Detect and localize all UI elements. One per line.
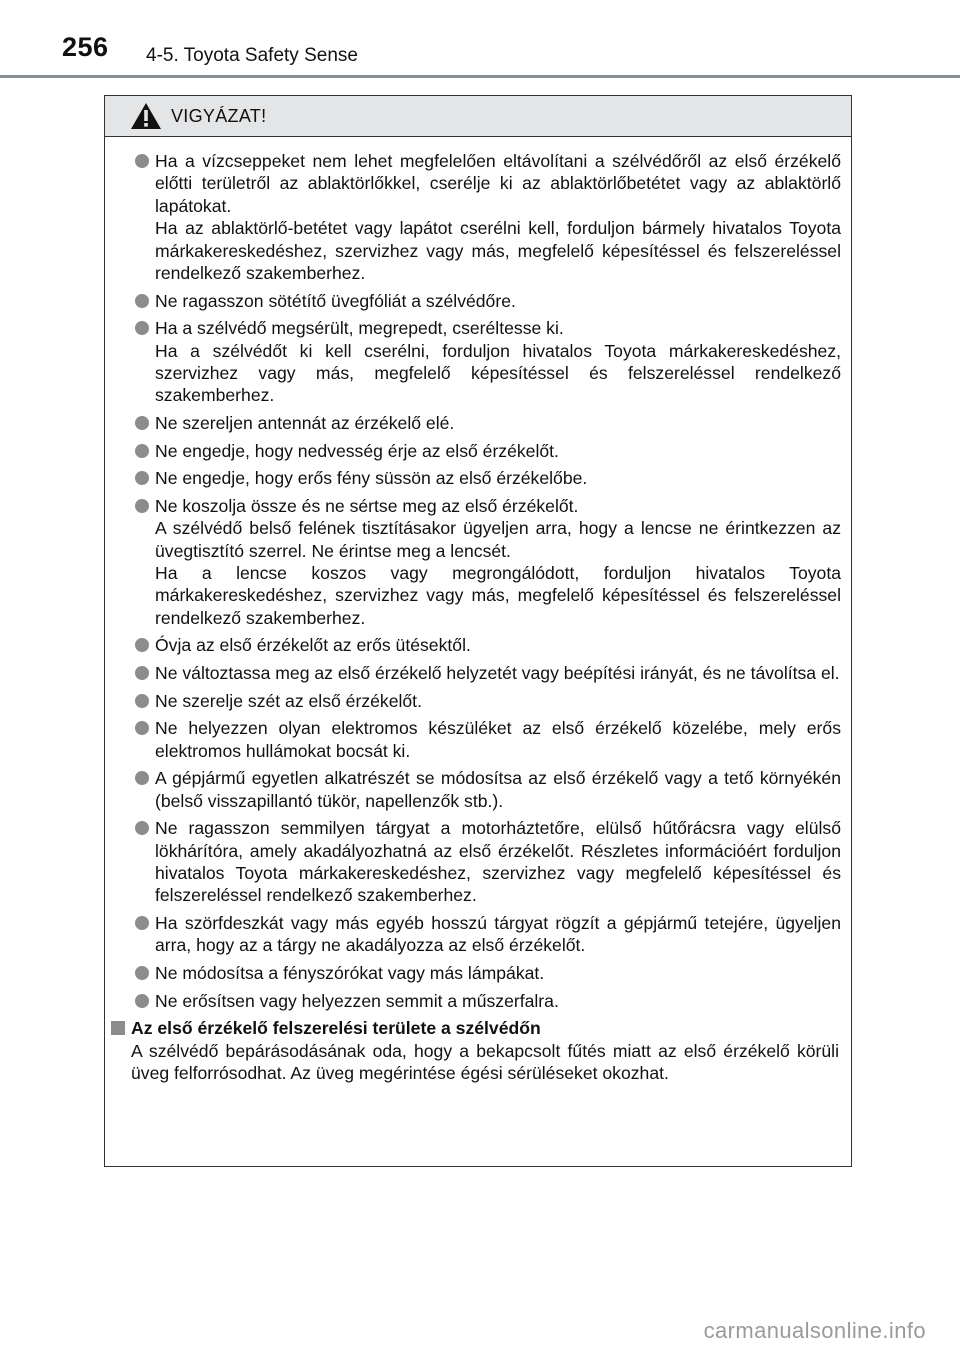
subsection-text: A szélvédő bepárásodásának oda, hogy a bekapcsolt fűtés miatt az első érzékelő körüli üveg felforrósodhat. Az üveg megérintése égési sérüléseket okozhat. (131, 1040, 839, 1084)
warning-item (105, 412, 841, 434)
warning-item (105, 962, 841, 984)
warning-item (105, 817, 841, 907)
bullet-icon (135, 154, 149, 168)
warning-item-text: Ne ragasszon sötétítő üvegfóliát a szélvédőre. (155, 290, 516, 311)
warning-item-text: Ne erősítsen vagy helyezzen semmit a műszerfalra. (155, 990, 559, 1011)
warning-item-text: Ne változtassa meg az első érzékelő helyzetét vagy beépítési irányát, és ne távolítsa el. (155, 663, 840, 684)
warning-item-text: Ha a szélvédő megsérült, megrepedt, cseréltesse ki. (155, 318, 564, 339)
bullet-icon (135, 966, 149, 980)
bullet-icon (135, 444, 149, 458)
warning-item-text: Ne ragasszon semmilyen tárgyat a motorháztetőre, elülső hűtőrácsra vagy elülső lökhárítóra, amely akadályozhatná az első érzékelőt. Részletes információért forduljon hivatalos Toyota márkakereskedéshez, szervizhez vagy megfelelő képesítéssel és felszereléssel rendelkező szakemberhez. (155, 818, 841, 906)
bullet-icon (135, 666, 149, 680)
square-bullet-icon (111, 1021, 125, 1035)
warning-item-text: A szélvédő belső felének tisztításakor ügyeljen arra, hogy a lencse ne érintkezzen az üvegtisztító szerrel. Ne érintse meg a lencsét. (155, 518, 841, 561)
warning-item-text: Ha szörfdeszkát vagy más egyéb hosszú tárgyat rögzít a gépjármű tetejére, ügyeljen arra, hogy az a tárgy ne akadályozza az első érzékelőt. (155, 913, 841, 956)
warning-item (105, 912, 841, 957)
bullet-icon (135, 994, 149, 1008)
watermark: carmanualsonline.info (703, 1318, 926, 1343)
subsection-title: Az első érzékelő felszerelési területe a szélvédőn (131, 1018, 541, 1039)
warning-item-text: Ne engedje, hogy nedvesség érje az első érzékelőt. (155, 440, 559, 461)
warning-item (105, 150, 841, 284)
warning-item-text: Ha a szélvédőt ki kell cserélni, forduljon hivatalos Toyota márkakereskedéshez, szervizhez vagy más, megfelelő képesítéssel és felszereléssel rendelkező szakemberhez. (155, 340, 841, 406)
warning-body (105, 137, 851, 1084)
bullet-icon (135, 471, 149, 485)
warning-item-text: Ne engedje, hogy erős fény süssön az első érzékelőbe. (155, 468, 588, 489)
bullet-icon (135, 821, 149, 835)
warning-item (105, 767, 841, 812)
bullet-icon (135, 499, 149, 513)
warning-label: VIGYÁZAT! (171, 106, 267, 126)
warning-item-text: Ne szerelje szét az első érzékelőt. (155, 690, 422, 711)
bullet-icon (135, 638, 149, 652)
warning-item-text: A gépjármű egyetlen alkatrészét se módosítsa az első érzékelő vagy a tető környékén (belső visszapillantó tükör, napellenzők stb.). (155, 768, 841, 811)
bullet-icon (135, 416, 149, 430)
warning-item (105, 990, 841, 1012)
warning-item (105, 634, 841, 656)
warning-item-text: Ha a vízcseppeket nem lehet megfelelően eltávolítani a szélvédőről az első érzékelő előtti területről az ablaktörlőkkel, cserélje ki az ablaktörlőbetétet vagy az ablaktörlő lapátokat. (155, 151, 841, 216)
page-number: 256 (62, 32, 109, 62)
page-header (0, 0, 960, 80)
warning-item-text: Ha a lencse koszos vagy megrongálódott, forduljon hivatalos Toyota márkakereskedéshez, szervizhez vagy más, megfelelő képesítéssel és felszereléssel rendelkező szakemberhez. (155, 563, 841, 628)
warning-item-text: Ha az ablaktörlő-betétet vagy lapátot cserélni kell, forduljon bármely hivatalos Toyota márkakereskedéshez, szervizhez vagy más, megfelelő képesítéssel és felszereléssel rendelkező szakemberhez. (155, 218, 841, 284)
warning-item-text: Óvja az első érzékelőt az erős ütésektől. (155, 635, 471, 656)
subsection (105, 1017, 841, 1084)
warning-header (105, 96, 851, 137)
warning-item-text: Ne szereljen antennát az érzékelő elé. (155, 413, 455, 434)
warning-item (105, 662, 841, 684)
warning-item (105, 467, 841, 489)
bullet-icon (135, 694, 149, 708)
bullet-icon (135, 321, 149, 335)
warning-item (105, 290, 841, 312)
bullet-icon (135, 771, 149, 785)
header-rule (0, 75, 960, 78)
warning-item (105, 317, 841, 407)
warning-item (105, 717, 841, 762)
warning-triangle-icon (129, 101, 163, 131)
warning-item-text: Ne koszolja össze és ne sértse meg az első érzékelőt. (155, 495, 579, 516)
bullet-icon (135, 721, 149, 735)
warning-item (105, 495, 841, 629)
warning-item (105, 440, 841, 462)
warning-item-text: Ne helyezzen olyan elektromos készüléket az első érzékelő közelébe, mely erős elektromos hullámokat bocsát ki. (155, 718, 841, 761)
bullet-icon (135, 916, 149, 930)
bullet-icon (135, 294, 149, 308)
warning-box (104, 95, 852, 1167)
warning-item (105, 690, 841, 712)
warning-item-text: Ne módosítsa a fényszórókat vagy más lámpákat. (155, 963, 545, 984)
section-title: 4-5. Toyota Safety Sense (146, 45, 358, 66)
